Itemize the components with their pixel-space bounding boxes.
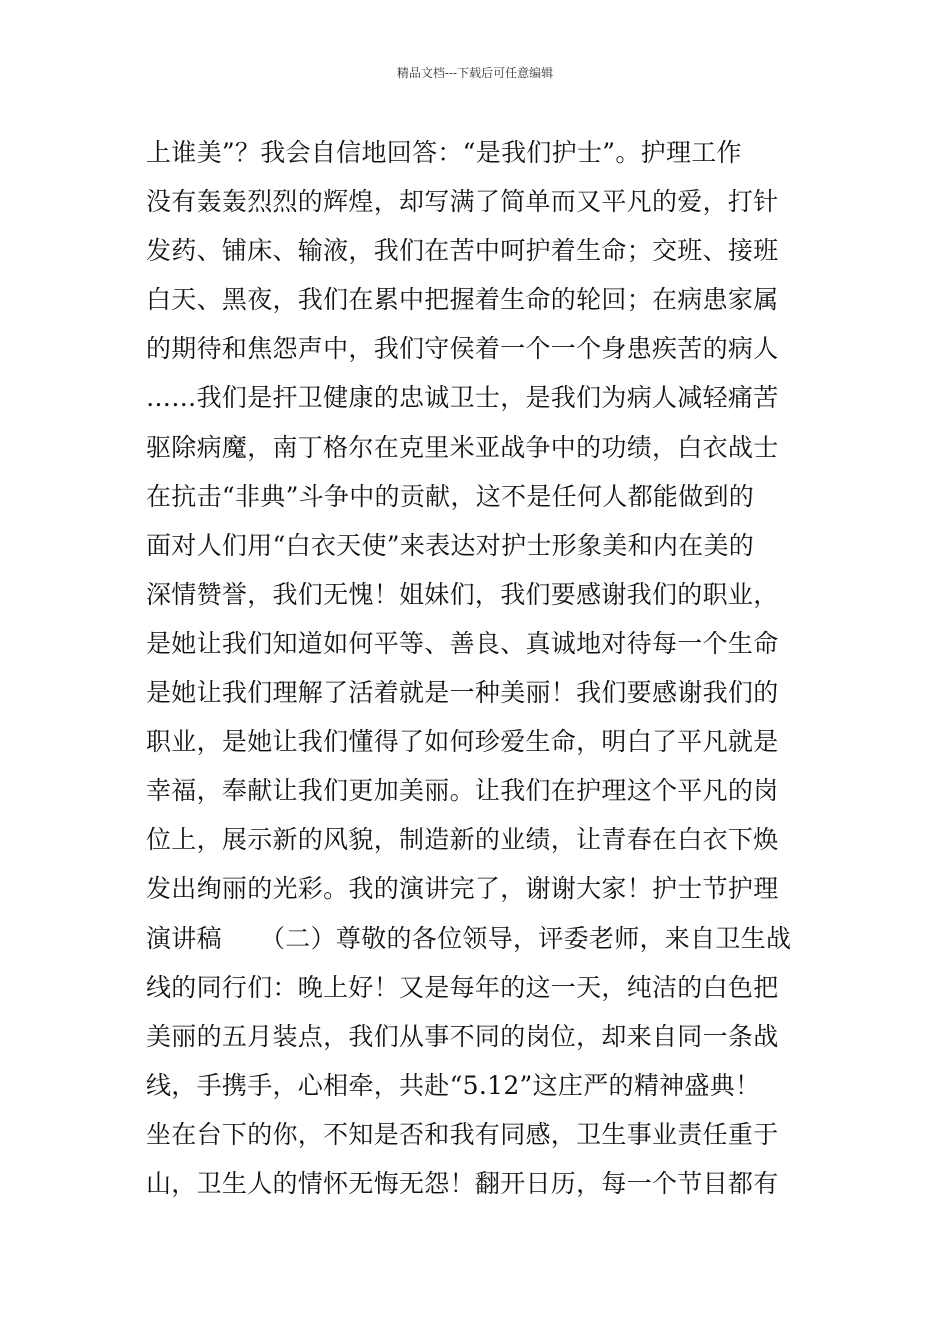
text-line: 山，卫生人的情怀无悔无怨！翻开日历，每一个节目都有 bbox=[146, 1168, 779, 1198]
text-line: 线，手携手，心相牵，共赴“5.12”这庄严的精神盛典！ bbox=[146, 1070, 761, 1100]
text-line: 坐在台下的你，不知是否和我有同感，卫生事业责任重于 bbox=[146, 1119, 779, 1149]
text-line: 发药、铺床、输液，我们在苦中呵护着生命；交班、接班 bbox=[146, 236, 779, 266]
text-line: 深情赞誉，我们无愧！姐妹们，我们要感谢我们的职业， bbox=[146, 579, 779, 609]
text-line: 在抗击“非典”斗争中的贡献，这不是任何人都能做到的 bbox=[146, 481, 755, 511]
text-line: 白天、黑夜，我们在累中把握着生命的轮回；在病患家属 bbox=[146, 285, 779, 315]
text-line: 是她让我们理解了活着就是一种美丽！我们要感谢我们的 bbox=[146, 678, 779, 708]
text-line: 发出绚丽的光彩。我的演讲完了，谢谢大家！护士节护理 bbox=[146, 874, 779, 904]
text-line: 线的同行们：晚上好！又是每年的这一天，纯洁的白色把 bbox=[146, 972, 779, 1002]
document-body bbox=[146, 128, 814, 1208]
page-header-note: 精品文档---下载后可任意编辑 bbox=[396, 66, 554, 80]
text-line: 幸福，奉献让我们更加美丽。让我们在护理这个平凡的岗 bbox=[146, 776, 779, 806]
text-line: 演讲稿 （二）尊敬的各位领导，评委老师，来自卫生战 bbox=[146, 923, 792, 953]
text-line: 是她让我们知道如何平等、善良、真诚地对待每一个生命 bbox=[146, 628, 779, 658]
text-line: 职业，是她让我们懂得了如何珍爱生命，明白了平凡就是 bbox=[146, 727, 779, 757]
text-line: 上谁美”？我会自信地回答：“是我们护士”。护理工作 bbox=[146, 138, 742, 167]
text-line: 美丽的五月装点，我们从事不同的岗位，却来自同一条战 bbox=[146, 1021, 779, 1051]
text-line: 的期待和焦怨声中，我们守侯着一个一个身患疾苦的病人 bbox=[146, 334, 779, 364]
text-line: 驱除病魔，南丁格尔在克里米亚战争中的功绩，白衣战士 bbox=[146, 432, 779, 462]
text-line: 面对人们用“白衣天使”来表达对护士形象美和内在美的 bbox=[146, 530, 755, 560]
text-line: 没有轰轰烈烈的辉煌，却写满了简单而又平凡的爱，打针 bbox=[146, 187, 779, 217]
text-line: ……我们是扞卫健康的忠诚卫士，是我们为病人减轻痛苦 bbox=[146, 383, 779, 413]
text-line: 位上，展示新的风貌，制造新的业绩，让青春在白衣下焕 bbox=[146, 825, 779, 855]
